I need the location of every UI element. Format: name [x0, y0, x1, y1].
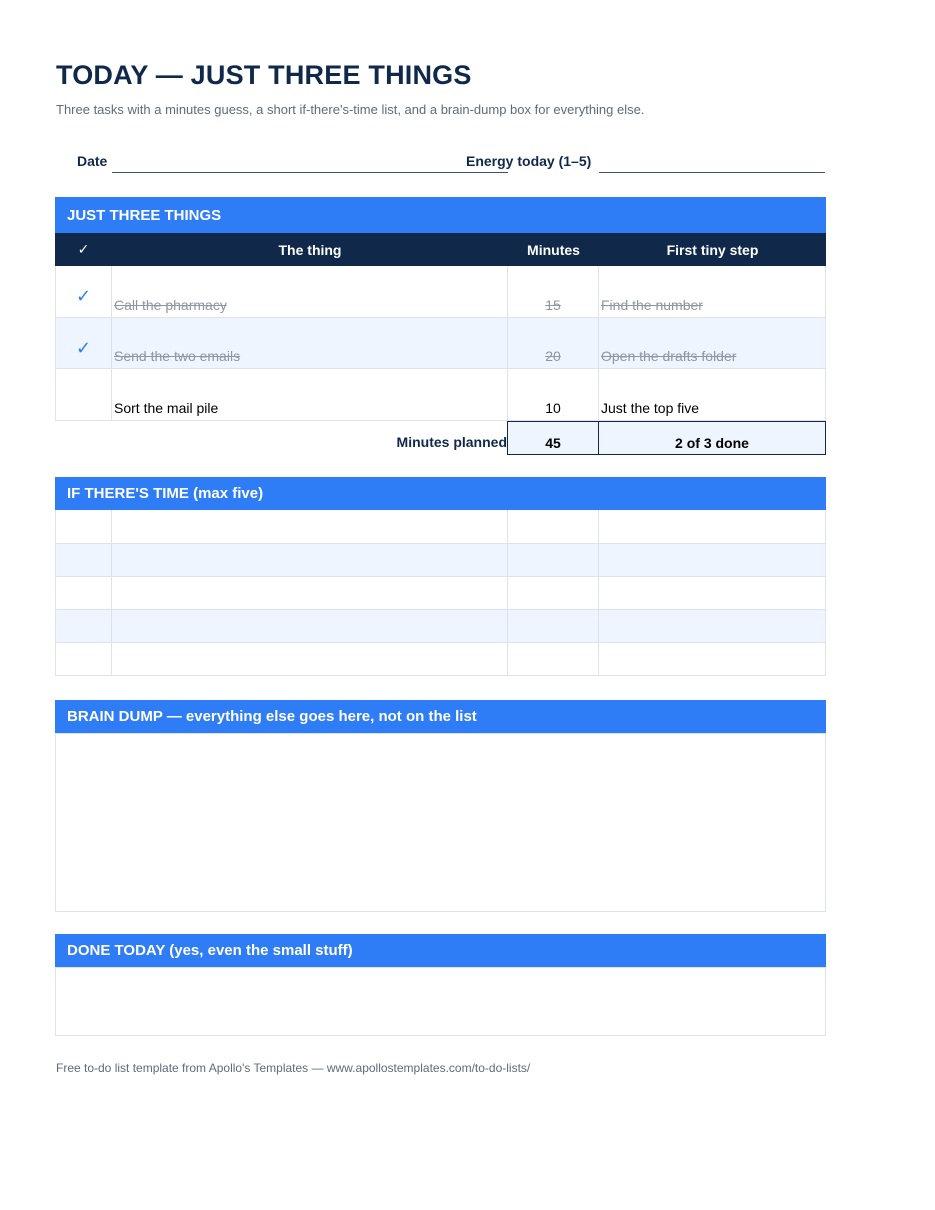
date-label: Date — [77, 153, 108, 169]
checkmark-icon: ✓ — [75, 337, 92, 358]
check-cell[interactable] — [55, 318, 112, 369]
table-row — [55, 544, 826, 577]
thing-cell[interactable] — [112, 577, 508, 610]
done-today-header: DONE TODAY (yes, even the small stuff) — [55, 934, 826, 967]
minutes-cell[interactable] — [508, 610, 599, 643]
col-thing: The thing — [278, 241, 342, 258]
progress-status: 2 of 3 done — [675, 435, 749, 451]
col-step: First tiny step — [666, 241, 759, 258]
three-things-header: JUST THREE THINGS — [55, 197, 826, 233]
check-cell[interactable] — [55, 610, 112, 643]
step-cell[interactable]: Find the number — [599, 266, 826, 318]
step-cell[interactable] — [599, 643, 826, 676]
thing-cell[interactable]: Call the pharmacy — [112, 266, 508, 318]
done-today-area[interactable] — [55, 967, 826, 1036]
date-field[interactable] — [112, 172, 508, 173]
table-row — [55, 369, 826, 421]
check-cell[interactable] — [55, 544, 112, 577]
minutes-cell[interactable]: 10 — [508, 369, 599, 421]
thing-cell[interactable] — [112, 544, 508, 577]
step-cell[interactable]: Just the top five — [599, 369, 826, 421]
check-cell[interactable] — [55, 510, 112, 544]
if-time-header: IF THERE'S TIME (max five) — [55, 477, 826, 510]
minutes-cell[interactable] — [508, 643, 599, 676]
table-row — [55, 266, 826, 318]
checkmark-icon: ✓ — [75, 286, 92, 306]
minutes-cell[interactable] — [508, 544, 599, 577]
check-cell[interactable] — [55, 577, 112, 610]
energy-field[interactable] — [599, 172, 825, 173]
check-cell[interactable] — [55, 369, 112, 421]
thing-cell[interactable]: Send the two emails — [112, 318, 508, 369]
thing-cell[interactable] — [112, 643, 508, 676]
thing-cell[interactable]: Sort the mail pile — [112, 369, 508, 421]
step-cell[interactable] — [599, 544, 826, 577]
minutes-cell[interactable] — [508, 577, 599, 610]
check-cell[interactable] — [55, 266, 112, 318]
minutes-total: 45 — [508, 422, 599, 454]
minutes-cell[interactable]: 20 — [508, 318, 599, 369]
three-things-table — [55, 266, 826, 421]
step-cell[interactable] — [599, 610, 826, 643]
if-time-table — [55, 510, 826, 676]
step-cell[interactable] — [599, 510, 826, 544]
three-things-column-headers — [55, 233, 826, 266]
minutes-planned-label: Minutes planned — [396, 434, 507, 450]
minutes-cell[interactable] — [508, 510, 599, 544]
table-row — [55, 318, 826, 369]
totals-box — [507, 421, 826, 455]
table-row — [55, 510, 826, 544]
page-title: TODAY — JUST THREE THINGS — [56, 60, 472, 90]
footer-credit: Free to-do list template from Apollo's Templates — www.apollostemplates.com/to-do-lists/ — [56, 1061, 531, 1075]
minutes-cell[interactable]: 15 — [508, 266, 599, 318]
brain-dump-header: BRAIN DUMP — everything else goes here, not on the list — [55, 700, 826, 733]
table-row — [55, 577, 826, 610]
step-cell[interactable] — [599, 577, 826, 610]
energy-label: Energy today (1–5) — [466, 153, 592, 169]
step-cell[interactable]: Open the drafts folder — [599, 318, 826, 369]
col-check: ✓ — [77, 241, 90, 257]
thing-cell[interactable] — [112, 610, 508, 643]
thing-cell[interactable] — [112, 510, 508, 544]
page-subtitle: Three tasks with a minutes guess, a short if-there's-time list, and a brain-dump box for everything else. — [56, 102, 645, 117]
table-row — [55, 610, 826, 643]
check-cell[interactable] — [55, 643, 112, 676]
table-row — [55, 643, 826, 676]
col-minutes: Minutes — [527, 241, 580, 258]
brain-dump-area[interactable] — [55, 733, 826, 912]
